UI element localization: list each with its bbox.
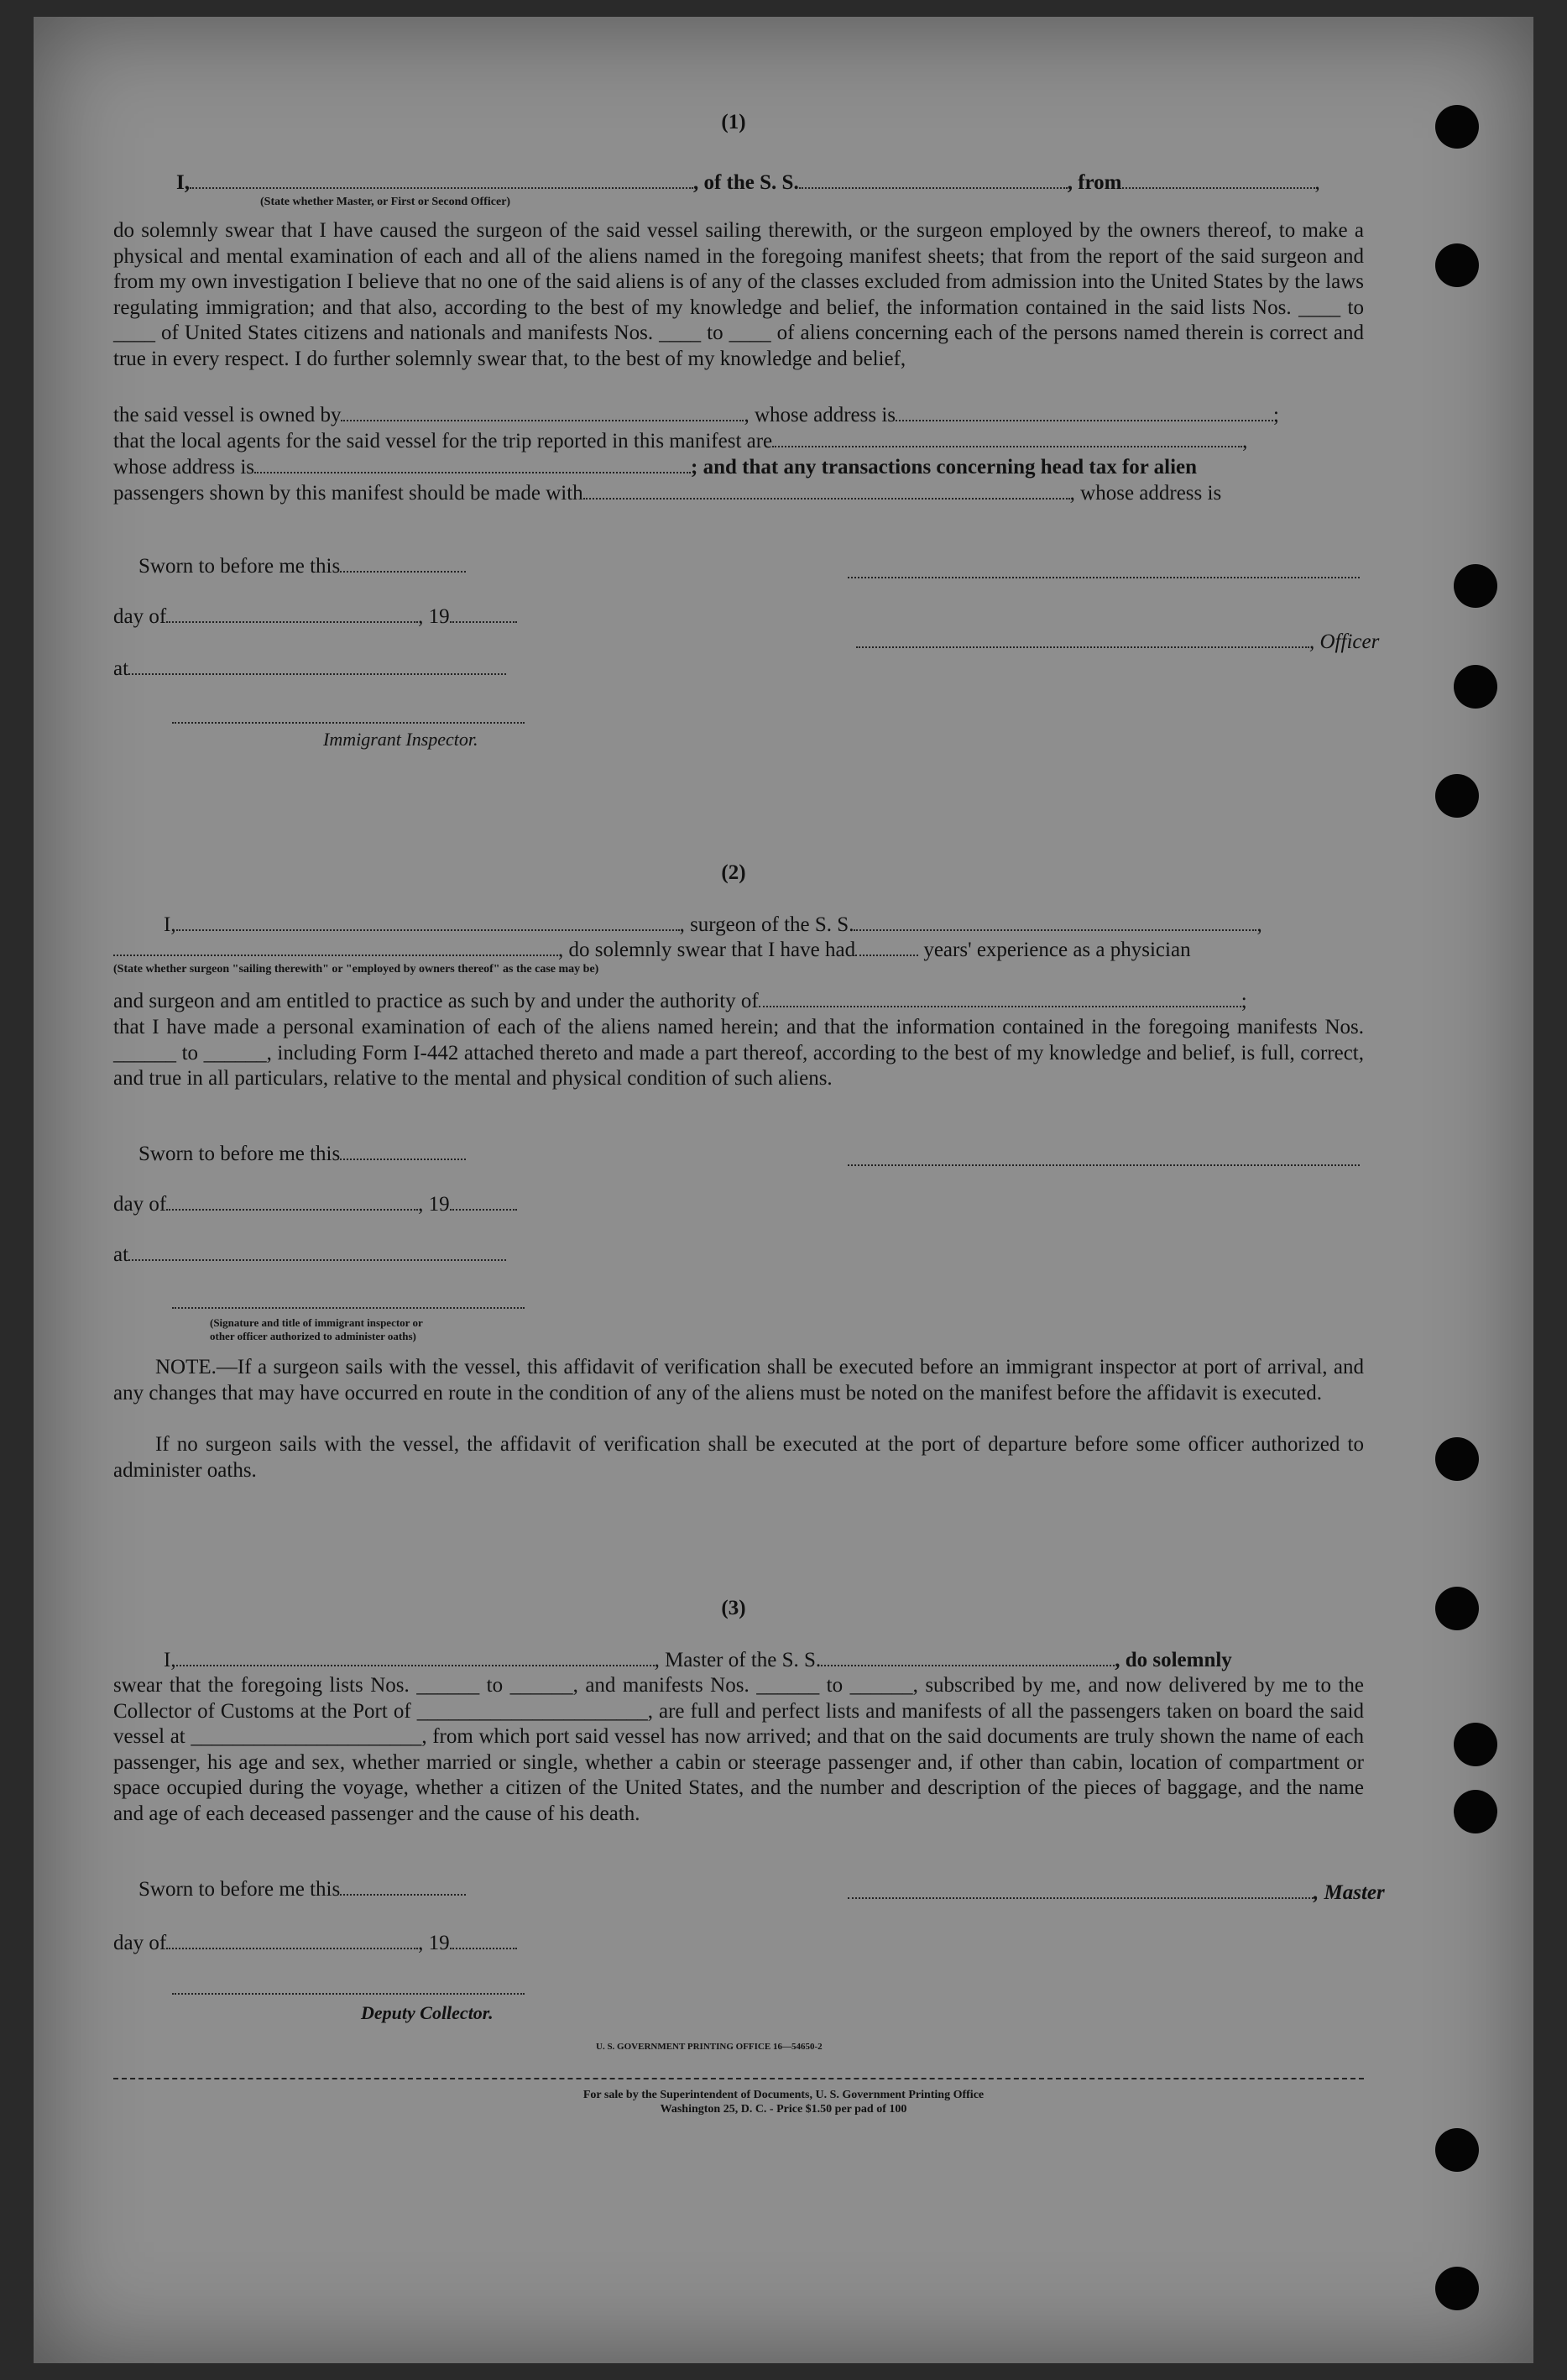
section-3-first-line [164, 1648, 1232, 1673]
at-place-field[interactable] [128, 1242, 506, 1261]
master-name-field[interactable] [176, 1648, 655, 1666]
semicolon: ; [1273, 404, 1279, 426]
passengers-label: passengers shown by this manifest should be made with [113, 482, 583, 505]
day-of-label: day of [113, 1193, 167, 1216]
year-label: , 19 [418, 605, 450, 628]
head-tax-line [113, 455, 1197, 480]
swear-label: , do solemnly swear that I have had [558, 939, 856, 961]
section-1-day-of [113, 604, 517, 630]
day-of-field[interactable] [166, 1192, 418, 1211]
master-signature-line [848, 1880, 1385, 1906]
section-2-signature-line[interactable] [848, 1163, 1360, 1166]
section-1-body: do solemnly swear that I have caused the surgeon of the said vessel sailing therewith, or the surgeon employed by the owners thereof, to make a physical and mental examination of each and all of the aliens named in the foregoing manifest sheets; that from the report of the said surgeon and from my own investigation I believe that no one of the said aliens is of any of the classes excluded from admission into the United States by the laws regulating immigration; and that also, according to the best of my knowledge and belief, the information contained in the said lists Nos. ____ to ____ of United States citizens and nationals and manifests Nos. ____ to ____ of aliens concerning each of the persons named therein is correct and true in every respect. I do further solemnly swear that, to the best of my knowledge and belief, [113, 219, 1364, 370]
agents-label: that the local agents for the said vessel for the trip reported in this manifest are [113, 430, 773, 452]
day-of-label: day of [113, 1932, 167, 1954]
day-of-field[interactable] [166, 604, 418, 623]
year-field[interactable] [450, 1192, 517, 1211]
owner-address-label: , whose address is [744, 404, 896, 426]
punch-hole-icon [1454, 564, 1497, 608]
year-field[interactable] [450, 604, 517, 623]
section-2-number: (2) [721, 861, 746, 884]
section-1-signature-line[interactable] [848, 575, 1360, 578]
authority-label: and surgeon and am entitled to practice as such by and under the authority of [113, 990, 759, 1012]
punch-hole-icon [1435, 1587, 1479, 1630]
master-signature-field[interactable] [848, 1880, 1314, 1899]
agents-address-field[interactable] [254, 455, 691, 473]
agents-line [113, 429, 1247, 454]
inspector-label: Immigrant Inspector. [323, 729, 478, 750]
agents-field[interactable] [772, 429, 1242, 447]
inspector-signature-line[interactable] [172, 720, 525, 724]
year-field[interactable] [450, 1931, 517, 1949]
authority-line [113, 989, 1247, 1014]
whose-address-label: whose address is [113, 456, 255, 479]
section-2-body: that I have made a personal examination of each of the aliens named herein; and that the information contained in the foregoing manifests Nos. ______ to ______, including Form I-442 attached thereto and made a part thereof, according to the best of my knowledge and belief, is full, correct, and true in all particulars, relative to the mental and physical condition of such aliens. [113, 1016, 1364, 1090]
section-3-sworn [138, 1877, 466, 1902]
master-of-label: , Master of the S. S. [654, 1649, 822, 1671]
note-paragraph-2: If no surgeon sails with the vessel, the affidavit of verification shall be executed at the port of departure before some officer authorized to administer oaths. [113, 1433, 1364, 1482]
of-ss-label: , of the S. S. [692, 171, 799, 194]
officer-label: , Officer [1309, 630, 1380, 653]
sworn-label: Sworn to before me this [138, 1878, 341, 1901]
comma: , [1242, 430, 1248, 452]
section-2-second-line [113, 938, 1191, 963]
deputy-label: Deputy Collector. [361, 2002, 494, 2023]
footer-divider [113, 2078, 1364, 2079]
section-2-sworn [138, 1142, 466, 1167]
passengers-address-label: , whose address is [1069, 482, 1222, 505]
footer-line-2: Washington 25, D. C. - Price $1.50 per pad of 100 [660, 2103, 907, 2116]
punch-hole-icon [1435, 1437, 1479, 1481]
officer-name-field[interactable] [190, 170, 693, 189]
at-label: at [113, 1243, 129, 1266]
at-label: at [113, 657, 129, 680]
punch-hole-icon [1435, 774, 1479, 818]
section-1-at [113, 656, 506, 682]
punch-hole-icon [1454, 1790, 1497, 1833]
deputy-signature-line[interactable] [172, 1991, 525, 1995]
owned-by-label: the said vessel is owned by [113, 404, 342, 426]
sworn-day-field[interactable] [340, 554, 466, 573]
i-label: I, [164, 1649, 176, 1671]
surgeon-note: (State whether surgeon "sailing therewith" or "employed by owners thereof" as the case may be) [113, 963, 599, 976]
years-label: years' experience as a physician [923, 939, 1191, 961]
master-label: , Master [1314, 1881, 1385, 1904]
do-solemnly-label: , do solemnly [1115, 1649, 1232, 1671]
section-2-first-line [164, 913, 1262, 938]
footer-line-1: For sale by the Superintendent of Documents, U. S. Government Printing Office [582, 2089, 985, 2101]
line-end: , [1314, 171, 1320, 194]
master-vessel-field[interactable] [821, 1648, 1115, 1666]
owner-field[interactable] [341, 403, 744, 421]
from-port-field[interactable] [1122, 170, 1315, 189]
note-paragraph-1: NOTE.—If a surgeon sails with the vessel, this affidavit of verification shall be executed before an immigrant inspector at port of arrival, and any changes that may have occurred en route in the condition of any of the aliens must be noted on the manifest before the affidavit is executed. [113, 1356, 1364, 1404]
inspector-signature-line-2[interactable] [172, 1305, 525, 1309]
owned-by-line [113, 403, 1279, 428]
punch-hole-icon [1435, 2128, 1479, 2172]
semicolon: ; [1241, 990, 1247, 1012]
officer-note: (State whether Master, or First or Second Officer) [260, 196, 511, 208]
years-field[interactable] [855, 938, 918, 956]
sworn-label: Sworn to before me this [138, 1143, 341, 1165]
signature-note-1: (Signature and title of immigrant inspector or [210, 1316, 423, 1329]
gpo-imprint: U. S. GOVERNMENT PRINTING OFFICE 16—54650-2 [596, 2042, 823, 2052]
section-1-sworn [138, 554, 466, 579]
section-2-at [113, 1242, 506, 1268]
sworn-day-field[interactable] [340, 1877, 466, 1896]
i-label: I, [164, 913, 176, 936]
signature-note-2: other officer authorized to administer oaths) [210, 1330, 416, 1342]
year-label: , 19 [418, 1932, 450, 1954]
punch-hole-icon [1435, 2267, 1479, 2310]
punch-hole-icon [1435, 243, 1479, 287]
year-label: , 19 [418, 1193, 450, 1216]
section-3-day-of [113, 1931, 517, 1956]
day-of-field[interactable] [166, 1931, 418, 1949]
punch-hole-icon [1454, 1723, 1497, 1766]
owner-address-field[interactable] [896, 403, 1273, 421]
surgeon-name-field[interactable] [176, 913, 680, 931]
section-3-number: (3) [721, 1597, 746, 1619]
surgeon-status-field[interactable] [113, 938, 558, 956]
document-page [34, 17, 1533, 2363]
from-label: , from [1067, 171, 1122, 194]
head-tax-contact-field[interactable] [583, 481, 1070, 500]
punch-hole-icon [1454, 665, 1497, 709]
surgeon-vessel-field[interactable] [854, 913, 1256, 931]
sworn-label: Sworn to before me this [138, 555, 341, 578]
head-tax-label: ; and that any transactions concerning head tax for alien [691, 456, 1198, 479]
section-2-day-of [113, 1192, 517, 1217]
officer-signature-line [856, 630, 1379, 655]
punch-hole-icon [1435, 105, 1479, 149]
day-of-label: day of [113, 605, 167, 628]
line-end: , [1256, 913, 1262, 936]
surgeon-of-label: , surgeon of the S. S. [679, 913, 854, 936]
section-3-body: swear that the foregoing lists Nos. ______ to ______, and manifests Nos. ______ to ______, subscribed by me, and now delivered by me to the Collector of Customs at the Port of ______________________, are full and perfect lists and manifests of all the passengers taken on board the said vessel at ______________________, from which port said vessel has now arrived; and that on the said documents are truly shown the name of each passenger, his age and sex, whether married or single, whether a cabin or steerage passenger and, if other than cabin, location of compartment or space occupied during the voyage, whether a citizen of the United States, and the number and description of the pieces of baggage, and the name and age of each deceased passenger and the cause of his death. [113, 1674, 1364, 1825]
officer-signature-field[interactable] [856, 630, 1309, 648]
authority-field[interactable] [759, 989, 1241, 1007]
section-1-first-line [176, 170, 1320, 196]
section-1-number: (1) [721, 111, 746, 133]
i-label: I, [176, 171, 190, 194]
sworn-day-field[interactable] [340, 1142, 466, 1160]
vessel-name-field[interactable] [799, 170, 1068, 189]
at-place-field[interactable] [128, 656, 506, 675]
passengers-line [113, 481, 1221, 506]
